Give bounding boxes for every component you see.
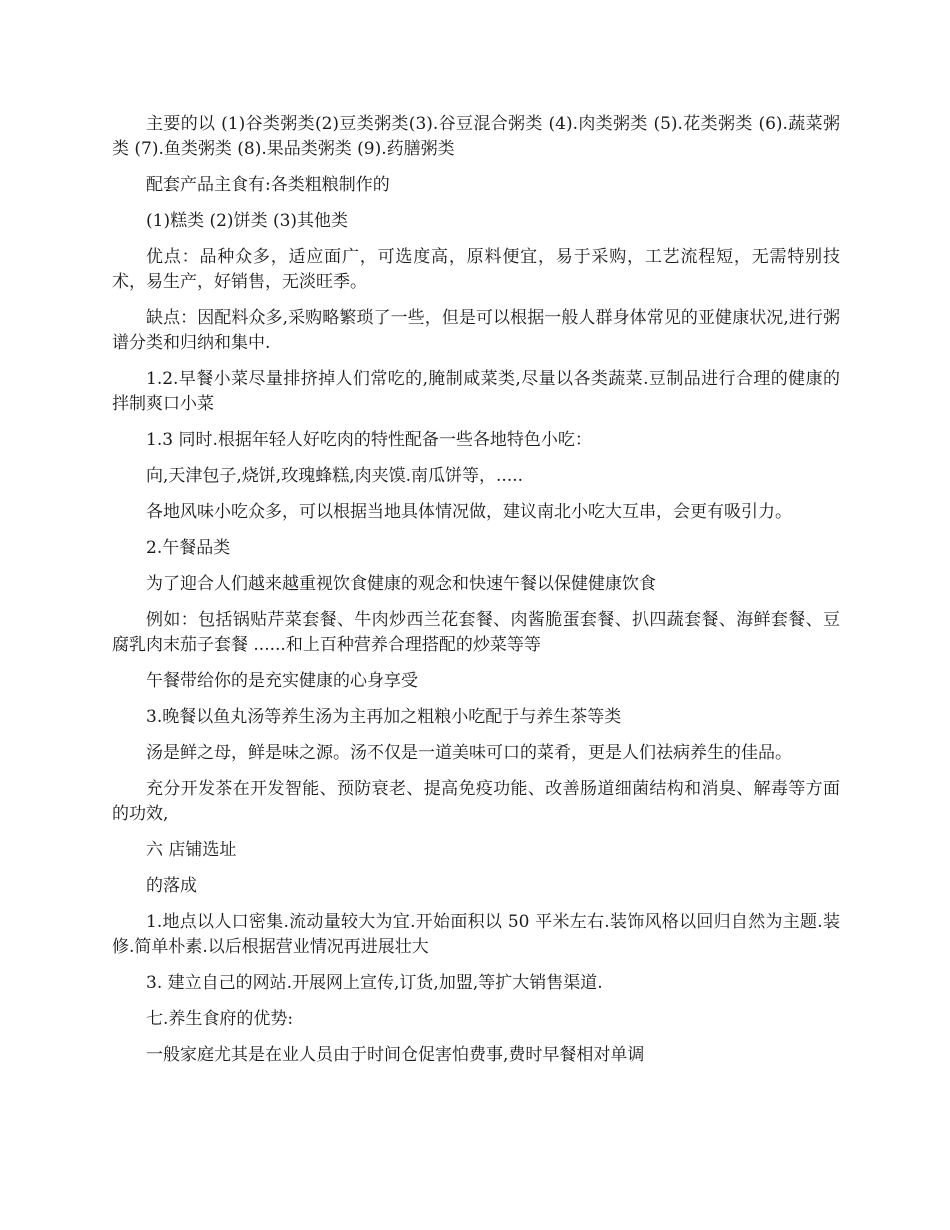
paragraph-staple-foods: 配套产品主食有:各类粗粮制作的 bbox=[146, 175, 390, 195]
paragraph-dinner: 3.晚餐以鱼丸汤等养生汤为主再加之粗粮小吃配于与养生茶等类 bbox=[146, 707, 622, 727]
paragraph-staple-categories: (1)糕类 (2)饼类 (3)其他类 bbox=[146, 211, 349, 231]
document-page bbox=[112, 112, 840, 1079]
paragraph-lunch-purpose: 为了迎合人们越来越重视饮食健康的观念和快速午餐以保健健康饮食 bbox=[146, 574, 656, 594]
heading-store-location: 六 店铺选址 bbox=[146, 840, 237, 860]
paragraph-tea-benefits: 充分开发茶在开发智能、预防衰老、提高免疫功能、改善肠道细菌结构和消臭、解毒等方面的功效, bbox=[112, 779, 840, 824]
paragraph-snack-examples: 向,天津包子,烧饼,玫瑰蜂糕,肉夹馍.南瓜饼等，..... bbox=[146, 466, 524, 486]
paragraph-lunch-benefit: 午餐带给你的是充实健康的心身享受 bbox=[146, 671, 418, 691]
paragraph-breakfast-side-dishes: 1.2.早餐小菜尽量排挤掉人们常吃的,腌制咸菜类,尽量以各类蔬菜.豆制品进行合理的健康的拌制爽口小菜 bbox=[112, 369, 840, 414]
heading-advantages: 七.养生食府的优势: bbox=[146, 1009, 294, 1029]
paragraph-soup: 汤是鲜之母，鲜是味之源。汤不仅是一道美味可口的菜肴，更是人们祛病养生的佳品。 bbox=[146, 743, 792, 763]
paragraph-snack-suggestion: 各地风味小吃众多，可以根据当地具体情况做，建议南北小吃大互串，会更有吸引力。 bbox=[146, 502, 792, 522]
paragraph-website: 3. 建立自己的网站.开展网上宣传,订货,加盟,等扩大销售渠道. bbox=[146, 973, 603, 993]
paragraph-establishment: 的落成 bbox=[146, 876, 197, 896]
paragraph-porridge-types: 主要的以 (1)谷类粥类(2)豆类粥类(3).谷豆混合粥类 (4).肉类粥类 (5).花类粥类 (6).蔬菜粥类 (7).鱼类粥类 (8).果品类粥类 (9).药膳粥类 bbox=[112, 114, 840, 159]
heading-lunch-category: 2.午餐品类 bbox=[146, 538, 231, 558]
paragraph-household-breakfast: 一般家庭尤其是在业人员由于时间仓促害怕费事,费时早餐相对单调 bbox=[146, 1045, 645, 1065]
paragraph-regional-snacks-intro: 1.3 同时.根据年轻人好吃肉的特性配备一些各地特色小吃： bbox=[146, 430, 592, 450]
paragraph-disadvantages: 缺点：因配料众多,采购略繁琐了一些，但是可以根据一般人群身体常见的亚健康状况,进行粥谱分类和归纳和集中. bbox=[112, 308, 840, 353]
paragraph-location-details: 1.地点以人口密集.流动量较大为宜.开始面积以 50 平米左右.装饰风格以回归自然为主题.装修.简单朴素.以后根据营业情况再进展壮大 bbox=[112, 912, 840, 957]
paragraph-advantages: 优点：品种众多，适应面广，可选度高，原料便宜，易于采购，工艺流程短，无需特别技术，易生产，好销售，无淡旺季。 bbox=[112, 247, 840, 292]
paragraph-lunch-examples: 例如：包括锅贴芹菜套餐、牛肉炒西兰花套餐、肉酱脆蛋套餐、扒四蔬套餐、海鲜套餐、豆腐乳肉末茄子套餐 ......和上百种营养合理搭配的炒菜等等 bbox=[112, 610, 840, 655]
